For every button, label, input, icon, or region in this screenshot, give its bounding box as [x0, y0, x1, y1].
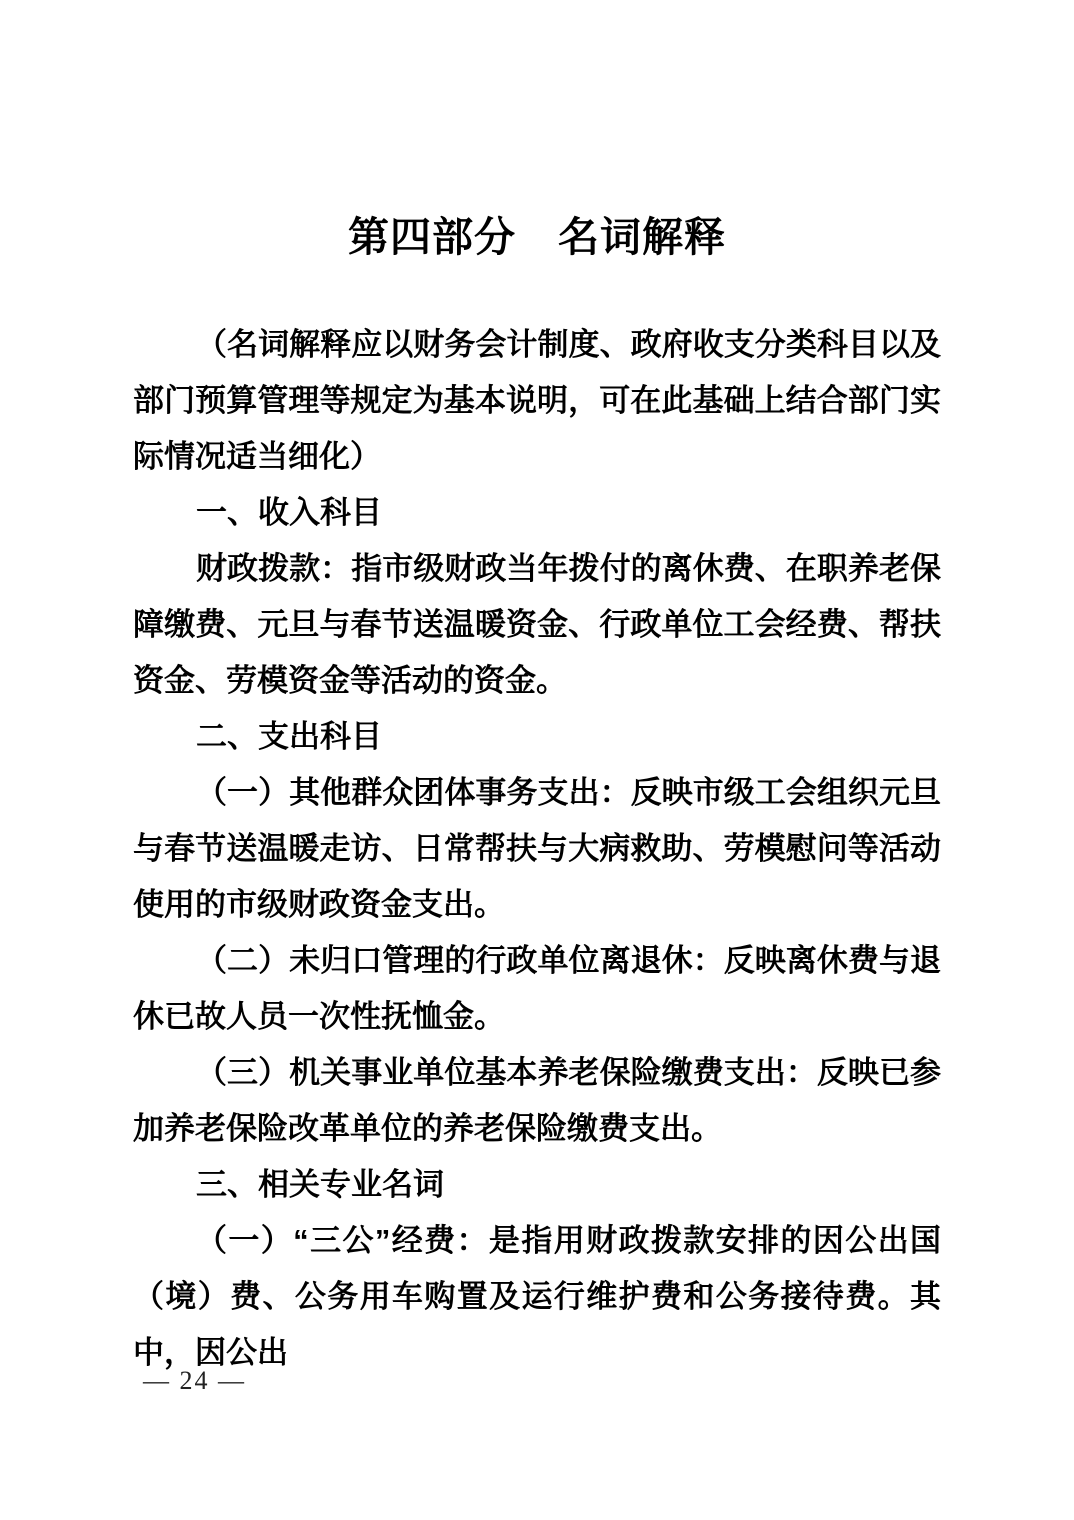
section-heading-income: 一、收入科目: [196, 495, 382, 530]
page-title: 第四部分 名词解释: [348, 214, 726, 260]
section-heading-expenditure: 二、支出科目: [196, 719, 382, 754]
paragraph-expenditure-item-2: （二）未归口管理的行政单位离退休：反映离休费与退休已故人员一次性抚恤金。: [133, 943, 941, 1034]
page-number: — 24 —: [143, 1366, 246, 1395]
sangong-term-label: （一）“三公”经费：: [196, 1223, 489, 1258]
paragraph-sangong-funds: [133, 1213, 941, 1381]
document-body: [133, 317, 941, 1381]
paragraph-expenditure-item-3: （三）机关事业单位基本养老保险缴费支出：反映已参加养老保险改革单位的养老保险缴费支出。: [133, 1055, 941, 1146]
sangong-term-definition: 是指用财政拨款安排的因公出国（境）费、公务用车购置及运行维护费和公务接待费。其中，因公出: [133, 1223, 942, 1370]
intro-paragraph: （名词解释应以财务会计制度、政府收支分类科目以及部门预算管理等规定为基本说明，可在此基础上结合部门实际情况适当细化）: [133, 327, 941, 474]
page-footer: [143, 1366, 246, 1396]
paragraph-fiscal-allocation: 财政拨款：指市级财政当年拨付的离休费、在职养老保障缴费、元旦与春节送温暖资金、行政单位工会经费、帮扶资金、劳模资金等活动的资金。: [133, 551, 941, 698]
section-heading-terms: 三、相关专业名词: [196, 1167, 444, 1202]
paragraph-expenditure-item-1: （一）其他群众团体事务支出：反映市级工会组织元旦与春节送温暖走访、日常帮扶与大病救助、劳模慰问等活动使用的市级财政资金支出。: [133, 775, 941, 922]
